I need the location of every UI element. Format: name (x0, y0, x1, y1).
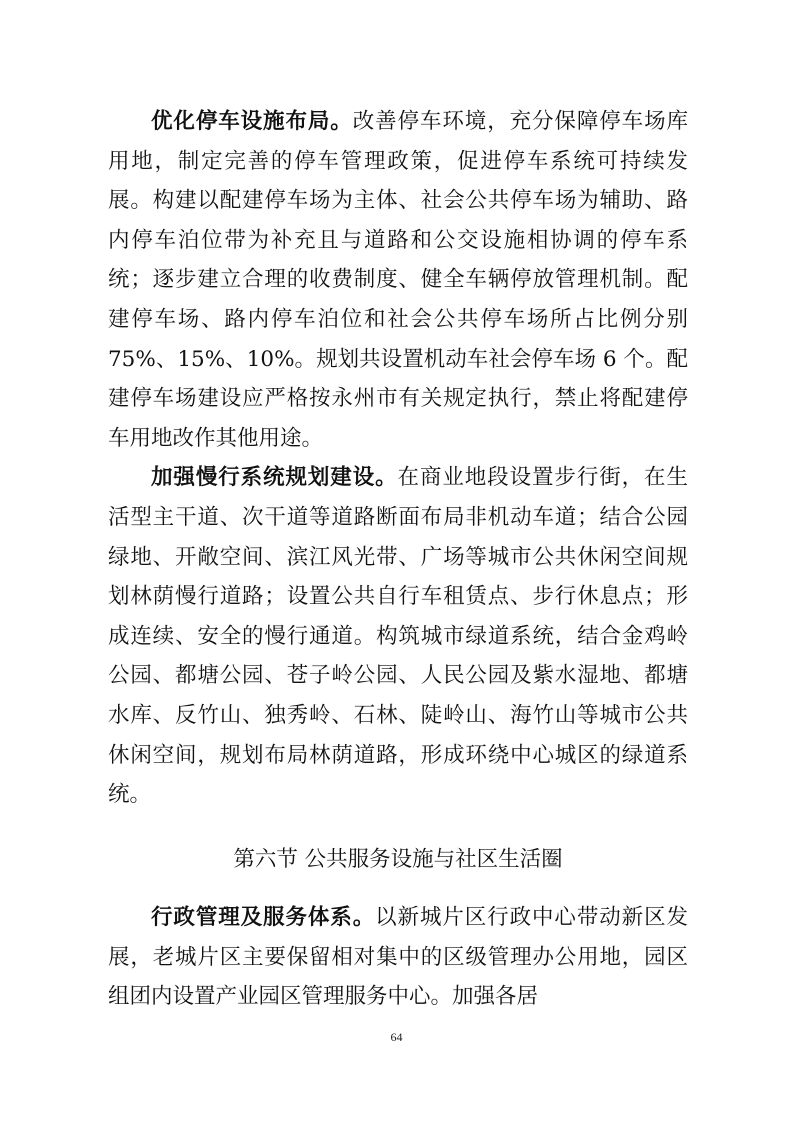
paragraph-slow-traffic (108, 458, 688, 814)
paragraph-body-administration: 以新城片区行政中心带动新区发展，老城片区主要保留相对集中的区级管理办公用地，园区组团内设置产业园区管理服务中心。加强各居 (108, 905, 688, 1010)
paragraph-lead-parking: 优化停车设施布局。 (151, 109, 353, 134)
body-text-top (108, 102, 688, 815)
paragraph-lead-slow-traffic: 加强慢行系统规划建设。 (151, 465, 398, 491)
paragraph-parking (108, 102, 688, 458)
body-text-bottom (108, 898, 688, 1017)
paragraph-lead-administration: 行政管理及服务体系。 (151, 905, 376, 930)
page-number: 64 (390, 1030, 403, 1044)
paragraph-body-parking: 改善停车环境，充分保障停车场库用地，制定完善的停车管理政策，促进停车系统可持续发展。构建以配建停车场为主体、社会公共停车场为辅助、路内停车泊位带为补充且与道路和公交设施相协调的停车系统；逐步建立合理的收费制度、健全车辆停放管理机制。配建停车场、路内停车泊位和社会公共停车场所占比例分别 75%、15%、10%。规划共设置机动车社会停车场 6 个。配建停车场建设应严格按永州市有关规定执行，禁止将配建停车用地改作其他用途。 (108, 109, 688, 451)
section-heading: 第六节 公共服务设施与社区生活圈 (233, 847, 563, 872)
paragraph-body-slow-traffic: 在商业地段设置步行街，在生活型主干道、次干道等道路断面布局非机动车道；结合公园绿地、开敞空间、滨江风光带、广场等城市公共休闲空间规划林荫慢行道路；设置公共自行车租赁点、步行休息点；形成连续、安全的慢行通道。构筑城市绿道系统，结合金鸡岭公园、都塘公园、苍子岭公园、人民公园及紫水湿地、都塘水库、反竹山、独秀岭、石林、陡岭山、海竹山等城市公共休闲空间，规划布局林荫道路，形成环绕中心城区的绿道系统。 (108, 465, 688, 808)
paragraph-administration (108, 898, 688, 1017)
